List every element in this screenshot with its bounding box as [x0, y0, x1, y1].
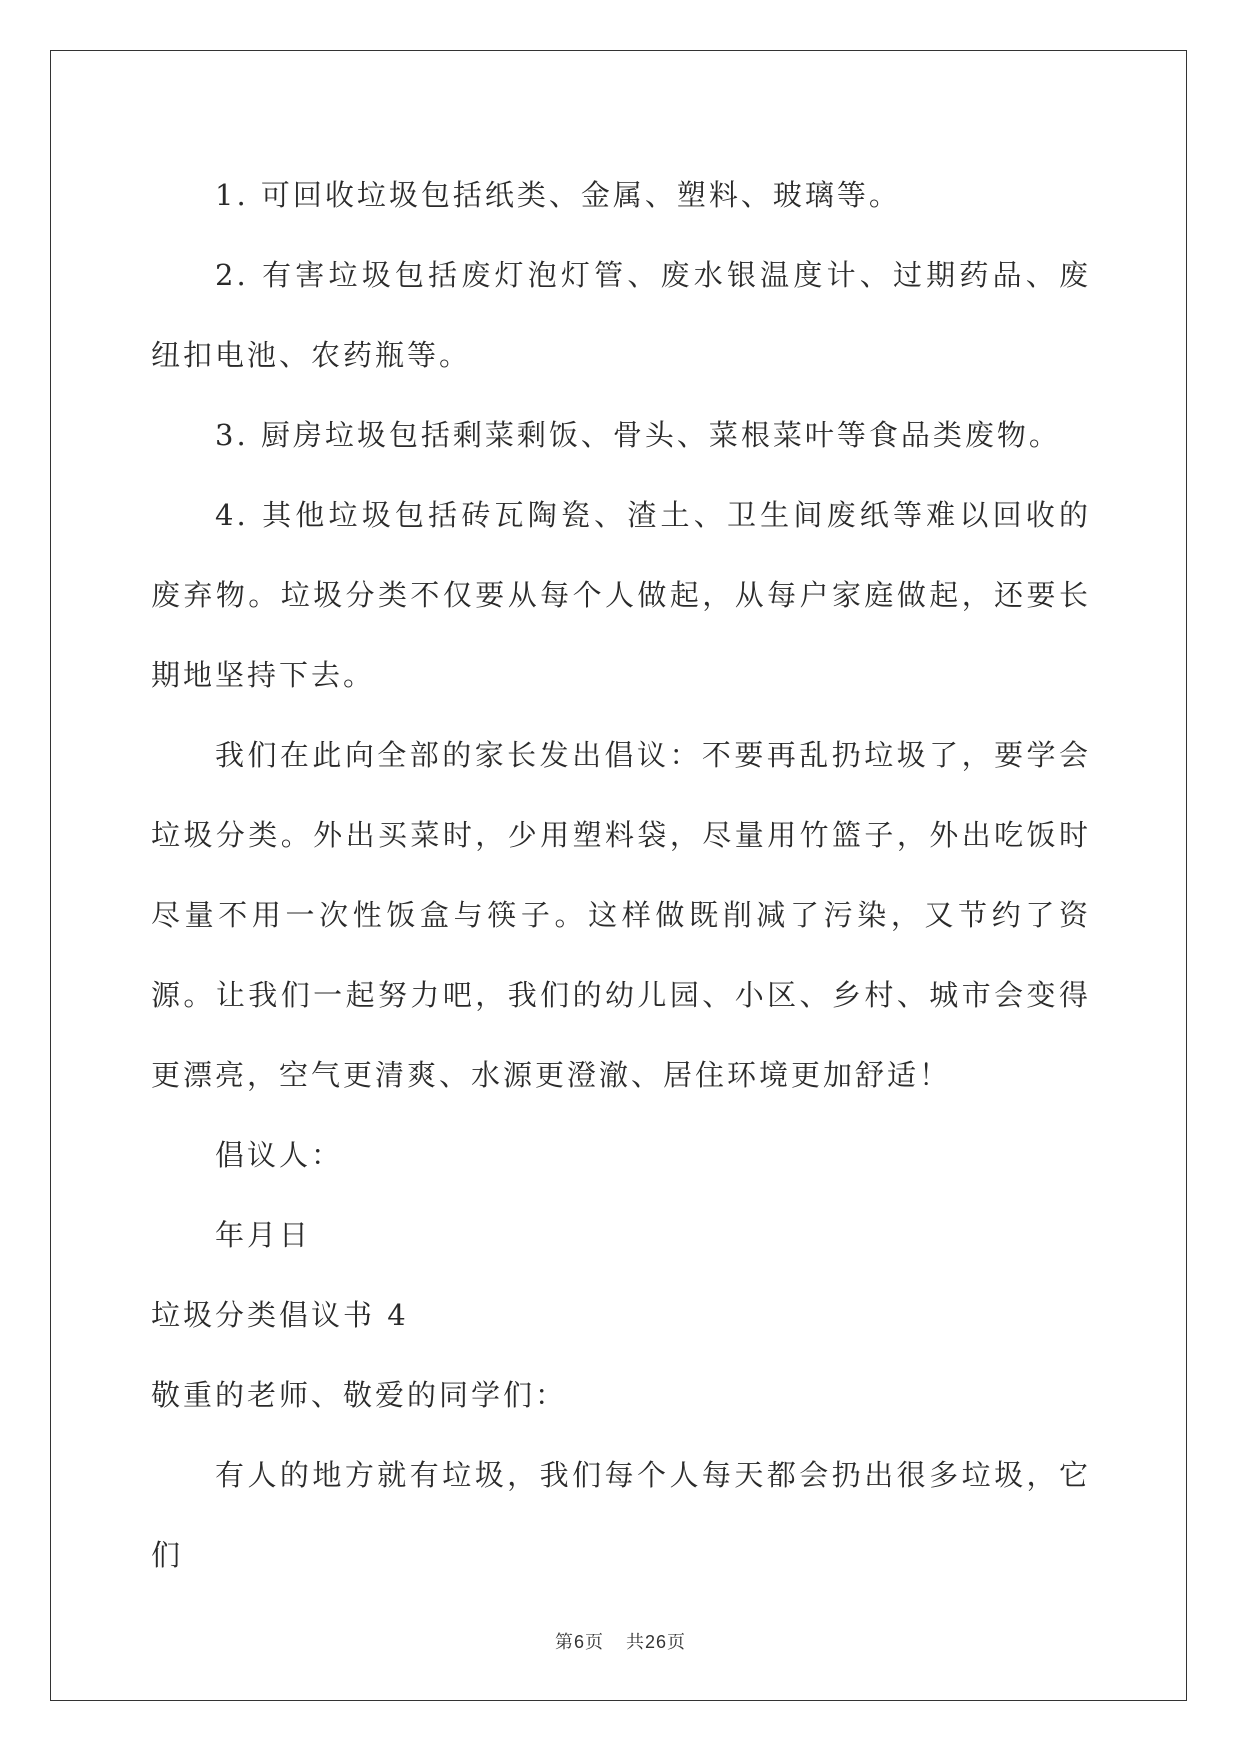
total-pages: 26: [644, 1632, 668, 1652]
page-suffix: 页: [584, 1632, 604, 1653]
salutation: 敬重的老师、敬爱的同学们：: [151, 1378, 568, 1412]
paragraph-recyclable: 1. 可回收垃圾包括纸类、金属、塑料、玻璃等。: [215, 178, 901, 212]
document-body: [151, 155, 1091, 1595]
total-prefix: 共: [625, 1632, 645, 1653]
initiator-label: 倡议人：: [215, 1138, 344, 1172]
section-title: 垃圾分类倡议书 4: [151, 1298, 409, 1332]
paragraph-other: 4. 其他垃圾包括砖瓦陶瓷、渣土、卫生间废纸等难以回收的废弃物。垃圾分类不仅要从每个人做起，从每户家庭做起，还要长期地坚持下去。: [151, 498, 1091, 692]
date-line: 年月日: [215, 1218, 312, 1252]
paragraph-hazardous: 2. 有害垃圾包括废灯泡灯管、废水银温度计、过期药品、废纽扣电池、农药瓶等。: [151, 258, 1091, 372]
page-footer: [0, 1628, 1241, 1654]
paragraph-intro: 有人的地方就有垃圾，我们每个人每天都会扔出很多垃圾，它们: [151, 1458, 1091, 1572]
total-suffix: 页: [667, 1632, 687, 1653]
page-prefix: 第: [554, 1632, 574, 1653]
page-number: 6: [573, 1632, 585, 1652]
paragraph-kitchen: 3. 厨房垃圾包括剩菜剩饭、骨头、菜根菜叶等食品类废物。: [215, 418, 1061, 452]
paragraph-appeal: 我们在此向全部的家长发出倡议：不要再乱扔垃圾了，要学会垃圾分类。外出买菜时，少用塑料袋，尽量用竹篮子，外出吃饭时尽量不用一次性饭盒与筷子。这样做既削减了污染，又节约了资源。让我们一起努力吧，我们的幼儿园、小区、乡村、城市会变得更漂亮，空气更清爽、水源更澄澈、居住环境更加舒适！: [151, 738, 1091, 1092]
